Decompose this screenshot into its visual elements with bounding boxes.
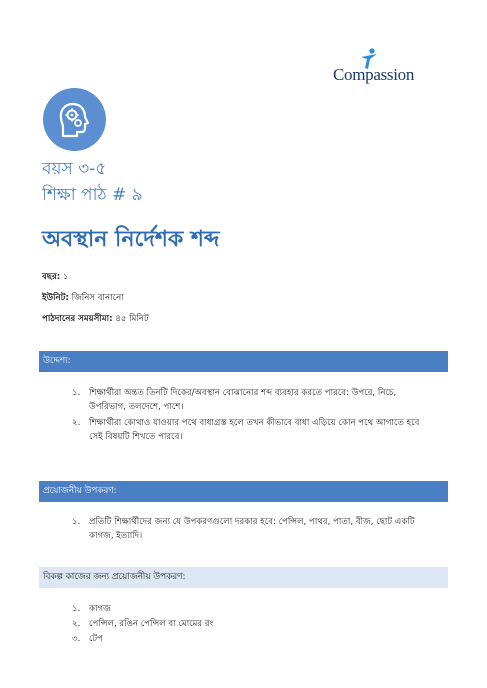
list-item-text: টেপ [89,634,104,644]
list-item-text: কাগজ [89,604,111,614]
meta-unit-label: ইউনিট: [42,293,69,303]
meta-unit [42,291,124,305]
lesson-badge [43,88,106,151]
list-item-number: ১. [72,517,81,527]
list-item-text: পেন্সিল, রঙিন পেন্সিল বা মোমের রং [89,619,214,629]
meta-duration [42,312,149,326]
meta-unit-value: জিনিস বানানো [71,293,124,303]
list-item-number: ২. [72,619,81,629]
alt-materials-heading: বিকল্প কাজের জন্য প্রয়োজনীয় উপকরণ: [39,567,448,588]
lesson-number: শিক্ষা পাঠ # ৯ [42,185,143,205]
compassion-logo [333,48,433,88]
objectives-heading: উদ্দেশ্য: [39,351,448,372]
age-range: বয়স ৩-৫ [42,159,107,179]
materials-heading: প্রয়োজনীয় উপকরণ: [39,481,448,502]
list-item-text: শিক্ষার্থীরা কোথাও যাওয়ার পথে বাধাগ্রস্ত হলে তখন কীভাবে বাধা এড়িয়ে কোন পথে আগাতে হবে সেই বিষয়টি শিখতে পারবে। [89,418,420,442]
meta-duration-label: পাঠদানের সময়সীমা: [42,314,113,324]
head-gears-icon [57,101,93,139]
list-item-number: ১. [72,388,81,398]
list-item-text: প্রতিটি শিক্ষার্থীদের জন্য যে উপকরণগুলো দরকার হবে: পেন্সিল, পাথর, পাতা, বীজ, ছোট একটি কাগজ, ইত্যাদি। [89,517,415,541]
list-item-number: ১. [72,604,81,614]
meta-year [42,270,68,284]
list-item-text: শিক্ষার্থীরা অন্তত তিনটি দিকের/অবস্থান বোঝানোর শব্দ ব্যবহার করতে পারবে: উপরে, নিচে, উপরিভাগ, তলদেশে, পাশে। [89,388,397,412]
meta-year-value: ১ [62,272,69,282]
list-item-number: ৩. [72,634,81,644]
logo-text: Compassion [333,65,415,84]
meta-duration-value: ৪৫ মিনিট [115,314,149,324]
meta-year-label: বছর: [42,272,61,282]
page-title: অবস্থান নির্দেশক শব্দ [42,227,220,252]
list-item-number: ২. [72,418,81,428]
